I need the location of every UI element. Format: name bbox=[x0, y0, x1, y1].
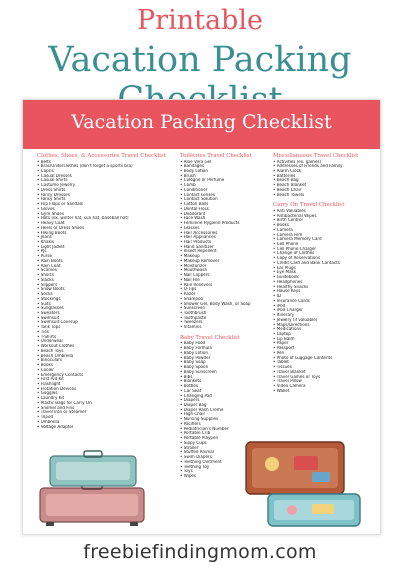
checklist-item: • Socks bbox=[37, 292, 177, 297]
checklist-item: • Nursing Supplies bbox=[180, 417, 270, 422]
checklist-item: • Pediatrician's Number bbox=[180, 427, 270, 432]
checklist-item: • Shower Gel, Body Wash, or Soap bbox=[180, 302, 270, 307]
checklist-item: • Bibs bbox=[180, 375, 270, 380]
checklist-item: • Binoculars bbox=[37, 358, 177, 363]
section-title-carryon: Carry On Travel Checklist bbox=[273, 202, 345, 209]
checklist-item: • Light Jacket bbox=[37, 245, 177, 250]
checklist-item: • Beach Bag bbox=[273, 178, 377, 183]
checklist-item: • Ear Plugs bbox=[273, 266, 377, 271]
checklist-item: • Insect Repellent bbox=[180, 249, 270, 254]
checklist-item: • Swim Diapers bbox=[180, 455, 270, 460]
checklist-item: • Snorkel and Fins bbox=[37, 406, 177, 411]
checklist-item: • Dental Floss bbox=[180, 207, 270, 212]
checklist-item: • Laundry Kit bbox=[37, 396, 177, 401]
checklist-item: • Gloves bbox=[37, 207, 177, 212]
checklist-item: • Diaper Rash Creme bbox=[180, 408, 270, 413]
suitcase-stack-left-illustration bbox=[34, 438, 154, 528]
checklist-item: • Deodorant bbox=[180, 212, 270, 217]
checklist-item: • House Keys bbox=[273, 289, 377, 294]
checklist-item: • Alarm Clock bbox=[273, 169, 377, 174]
checklist-item: • iPod Charger bbox=[273, 308, 377, 313]
page-title: Vacation Packing bbox=[48, 40, 352, 80]
checklist-item: • Diapers bbox=[180, 398, 270, 403]
list-misc bbox=[273, 160, 377, 198]
checklist-item: • Baby Spoon bbox=[180, 365, 270, 370]
checklist-item: • Moisturizer bbox=[180, 264, 270, 269]
checklist-item: • Fancy Shirts bbox=[37, 197, 177, 202]
checklist-item: • Rain Coat bbox=[37, 264, 177, 269]
checklist-item: • Credit Card and Bank Contacts bbox=[273, 261, 377, 266]
checklist-item: • Birth Control bbox=[273, 218, 377, 223]
checklist-item: • Tripod bbox=[37, 415, 177, 420]
checklist-item: • Jewelry (if valuable) bbox=[273, 318, 377, 323]
checklist-item: • Travel Iron or Steamer bbox=[37, 410, 177, 415]
checklist-item: • Goggles bbox=[37, 391, 177, 396]
checklist-item: • Tablet bbox=[273, 360, 377, 365]
checklist-item: • Camera Memory Card bbox=[273, 237, 377, 242]
checklist-item: • Baby Sunscreen bbox=[180, 370, 270, 375]
checklist-item: • Books bbox=[37, 363, 177, 368]
checklist-item: • Headphones bbox=[273, 280, 377, 285]
page-subtitle: Printable bbox=[137, 5, 263, 36]
checklist-item: • Pen bbox=[273, 351, 377, 356]
checklist-item: • Portable Crib bbox=[180, 431, 270, 436]
checklist-item: • iPod bbox=[273, 304, 377, 309]
checklist-item: • Addresses of Friends and Family bbox=[273, 164, 377, 169]
checklist-item: • Toothpaste bbox=[180, 316, 270, 321]
suitcase-stack-right-illustration bbox=[242, 438, 362, 530]
checklist-item: • Scarves bbox=[37, 268, 177, 273]
checklist-item: • Beach Blanket bbox=[273, 183, 377, 188]
checklist-item: • Hair Products bbox=[180, 240, 270, 245]
checklist-item: • Hand Sanitizer bbox=[180, 245, 270, 250]
checklist-item: • Photo of Luggage Contents bbox=[273, 356, 377, 361]
checklist-item: • Bras/Underclothes (don't forget a sports bra) bbox=[37, 164, 177, 169]
checklist-item: • Bottles bbox=[180, 384, 270, 389]
checklist-item: • Swimsuit bbox=[37, 316, 177, 321]
section-toiletries bbox=[180, 153, 270, 330]
checklist-item: • Cotton Balls bbox=[180, 202, 270, 207]
checklist-item: • Teething Toy bbox=[180, 465, 270, 470]
checklist-item: • Emergency Contacts bbox=[37, 373, 177, 378]
section-clothes bbox=[37, 153, 177, 429]
checklist-item: • Flotation Devices bbox=[37, 387, 177, 392]
checklist-item: • Laptop bbox=[273, 332, 377, 337]
checklist-item: • Jeans bbox=[37, 235, 177, 240]
checklist-item: • Sweaters bbox=[37, 311, 177, 316]
checklist-item: • Baby Lotion bbox=[180, 351, 270, 356]
checklist-item: • Beach Umbrella bbox=[37, 354, 177, 359]
checklist-item: • Copy of Reservations bbox=[273, 256, 377, 261]
checklist-item: • Beach Towels bbox=[273, 193, 377, 198]
checklist-item: • ID bbox=[273, 294, 377, 299]
checklist-item: • Hair Accessories bbox=[180, 231, 270, 236]
checklist-item: • Hair Appliances bbox=[180, 235, 270, 240]
checklist-item: • Eye Mask bbox=[273, 270, 377, 275]
checklist-item: • Rain Boots bbox=[37, 259, 177, 264]
checklist-item: • Slacks bbox=[37, 278, 177, 283]
checklist-item: • Passport bbox=[273, 346, 377, 351]
checklist-item: • Dress Shirts bbox=[37, 188, 177, 193]
checklist-item: • Medications bbox=[273, 327, 377, 332]
checklist-item: • Swimsuit Coverup bbox=[37, 320, 177, 325]
checklist-item: • Hats (ex. winter hat, sun hat, baseball hat) bbox=[37, 216, 177, 221]
checklist-item: • Slippers bbox=[37, 283, 177, 288]
checklist-item: • T-Shirts bbox=[37, 335, 177, 340]
checklist-item: • Baby Soap bbox=[180, 360, 270, 365]
checklist-item: • Change of Clothes bbox=[273, 251, 377, 256]
checklist-item: • PJs bbox=[37, 249, 177, 254]
checklist-item: • Toothbrush bbox=[180, 311, 270, 316]
checklist-item: • Cell Phone Charger bbox=[273, 247, 377, 252]
checklist-item: • Contact Solution bbox=[180, 197, 270, 202]
checklist-item: • Guidebook bbox=[273, 275, 377, 280]
checklist-item: • Changing Pad bbox=[180, 394, 270, 399]
checklist-item: • Maps/Directions bbox=[273, 323, 377, 328]
checklist-item: • Beach Toys bbox=[37, 349, 177, 354]
checklist-item: • Teething Ointment bbox=[180, 460, 270, 465]
checklist-item: • Shampoo bbox=[180, 297, 270, 302]
checklist-item: • Voltage Adapter bbox=[37, 425, 177, 430]
checklist-item: • Body Lotion bbox=[180, 169, 270, 174]
checklist-item: • Cell Phone bbox=[273, 242, 377, 247]
checklist-item: • Purse bbox=[37, 254, 177, 259]
checklist-item: • Cologne or Perfume bbox=[180, 178, 270, 183]
checklist-item: • Tissues bbox=[273, 365, 377, 370]
section-misc bbox=[273, 153, 377, 197]
checklist-item: • Toys bbox=[180, 469, 270, 474]
list-carryon bbox=[273, 209, 377, 394]
checklist-item: • Casual Shirts bbox=[37, 178, 177, 183]
column-right bbox=[273, 153, 377, 399]
checklist-item: • Mouthwash bbox=[180, 268, 270, 273]
checklist-item: • Cooler bbox=[37, 368, 177, 373]
checklist-item: • Plastic Bags for Carry On bbox=[37, 401, 177, 406]
checklist-item: • Umbrella bbox=[37, 420, 177, 425]
checklist-item: • Q-Tips bbox=[180, 287, 270, 292]
checklist-item: • Glasses bbox=[180, 226, 270, 231]
checklist-item: • Pacifiers bbox=[180, 422, 270, 427]
checklist-item: • Makeup bbox=[180, 254, 270, 259]
checklist-item: • Wallet bbox=[273, 389, 377, 394]
checklist-item: • Batteries bbox=[273, 174, 377, 179]
checklist-item: • Underwear bbox=[37, 339, 177, 344]
checklist-item: • First Aid Kit bbox=[37, 377, 177, 382]
checklist-item: • Antibacterial Wipes bbox=[273, 214, 377, 219]
checklist-item: • Costume Jewelry bbox=[37, 183, 177, 188]
checklist-item: • Camera Film bbox=[273, 233, 377, 238]
checklist-item: • Healthy Snacks bbox=[273, 285, 377, 290]
checklist-item: • Tank Tops bbox=[37, 325, 177, 330]
checklist-item: • Khakis bbox=[37, 240, 177, 245]
checklist-item: • Feminine Hygiene Products bbox=[180, 221, 270, 226]
checklist-item: • Casual Dresses bbox=[37, 174, 177, 179]
banner-title: Vacation Packing Checklist bbox=[71, 111, 332, 133]
checklist-item: • Paper bbox=[273, 341, 377, 346]
checklist-item: • Gym Shoes bbox=[37, 212, 177, 217]
checklist-item: • Baby Food bbox=[180, 341, 270, 346]
checklist-item: • Travel Games or Toys bbox=[273, 375, 377, 380]
checklist-item: • Insurance Cards bbox=[273, 299, 377, 304]
column-left bbox=[37, 153, 177, 434]
checklist-item: • Books bbox=[273, 223, 377, 228]
checklist-item: • Face Wash bbox=[180, 216, 270, 221]
checklist-item: • Comb bbox=[180, 183, 270, 188]
checklist-item: • Beach Chair bbox=[273, 188, 377, 193]
checklist-item: • Brush bbox=[180, 174, 270, 179]
checklist-item: • Stroller bbox=[180, 446, 270, 451]
checklist-item: • Bandages bbox=[180, 164, 270, 169]
checklist-item: • Belts bbox=[37, 160, 177, 165]
checklist-item: • Aloe Vera Gel bbox=[180, 160, 270, 165]
checklist-item: • Workout Clothes bbox=[37, 344, 177, 349]
checklist-item: • Hiking Boots bbox=[37, 231, 177, 236]
section-title-misc: Miscellaneous Travel Checklist bbox=[273, 153, 359, 159]
checklist-item: • Itinerary bbox=[273, 313, 377, 318]
checklist-item: • Fancy Dresses bbox=[37, 193, 177, 198]
checklist-item: • Baby Formula bbox=[180, 346, 270, 351]
checklist-item: • Snow Boots bbox=[37, 287, 177, 292]
checklist-item: • Suits bbox=[37, 302, 177, 307]
checklist-item: • Blankets bbox=[180, 379, 270, 384]
section-title-toiletries: Toiletries Travel Checklist bbox=[180, 153, 252, 159]
checklist-item: • Nail File bbox=[180, 278, 270, 283]
footer-site: freebiefindingmom.com bbox=[83, 541, 317, 563]
checklist-item: • Lip Balm bbox=[273, 337, 377, 342]
checklist-item: • Heels or Dress Shoes bbox=[37, 226, 177, 231]
checklist-item: • Activities (ex. games) bbox=[273, 160, 377, 165]
checklist-item: • Travel Blanket bbox=[273, 370, 377, 375]
checklist-item: • Diaper Bag bbox=[180, 403, 270, 408]
checklist-item: • Razor bbox=[180, 292, 270, 297]
checklist-item: • Sippy Cups bbox=[180, 441, 270, 446]
checklist-item: • Nail Clippers bbox=[180, 273, 270, 278]
checklist-item: • Capris bbox=[37, 169, 177, 174]
checklist-item: • Car Seat bbox=[180, 389, 270, 394]
section-title-baby: Baby Travel Checklist bbox=[180, 334, 240, 341]
checklist-item: • Travel Pillow bbox=[273, 379, 377, 384]
checklist-item: • Heavy Coat bbox=[37, 221, 177, 226]
checklist-item: • Baby Powder bbox=[180, 356, 270, 361]
checklist-item: • Makeup Remover bbox=[180, 259, 270, 264]
list-toiletries bbox=[180, 160, 270, 330]
section-carryon bbox=[273, 202, 377, 393]
section-title-clothes: Clothes, Shoes, & Accessories Travel Checklist bbox=[37, 153, 166, 159]
checklist-item: • Wipes bbox=[180, 474, 270, 479]
checklist-item: • Sunscreen bbox=[180, 306, 270, 311]
checklist-item: • Sunglasses bbox=[37, 306, 177, 311]
checklist-item: • Stockings bbox=[37, 297, 177, 302]
checklist-item: • Vitamins bbox=[180, 325, 270, 330]
column-middle bbox=[180, 153, 270, 484]
checklist-item: • Stuffed Animal bbox=[180, 450, 270, 455]
checklist-item: • Flip Flops or Sandals bbox=[37, 202, 177, 207]
checklist-item: • Flashlight bbox=[37, 382, 177, 387]
checklist-item: • Conditioner bbox=[180, 188, 270, 193]
checklist-item: • Video Camera bbox=[273, 384, 377, 389]
checklist-item: • Contact Lenses bbox=[180, 193, 270, 198]
checklist-item: • Camera bbox=[273, 228, 377, 233]
checklist-item: • Ties bbox=[37, 330, 177, 335]
list-clothes bbox=[37, 160, 177, 430]
checklist-item: • Portable Playpen bbox=[180, 436, 270, 441]
checklist-item: • Pain Relievers bbox=[180, 283, 270, 288]
checklist-item: • Tweezers bbox=[180, 320, 270, 325]
checklist-item: • High Chair bbox=[180, 412, 270, 417]
checklist-banner bbox=[23, 100, 380, 149]
checklist-item: • Shorts bbox=[37, 273, 177, 278]
checklist-item: • Anti Valuables bbox=[273, 209, 377, 214]
